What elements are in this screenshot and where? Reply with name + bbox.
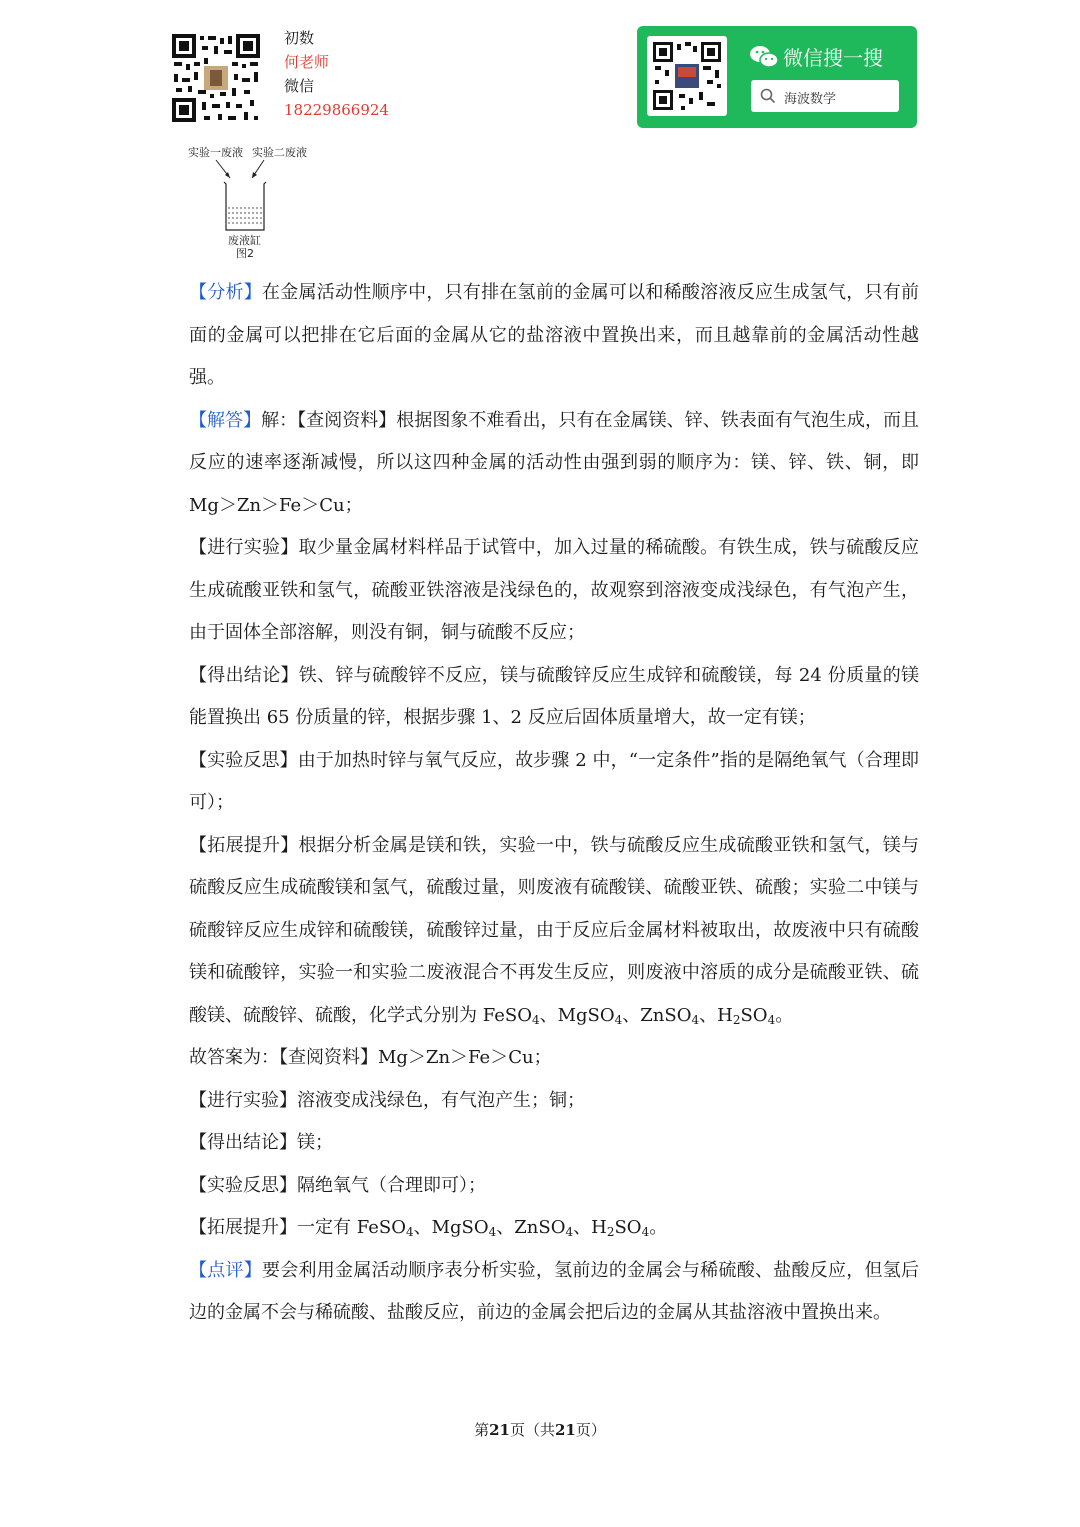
comment-paragraph <box>189 1250 919 1335</box>
contact-line-1: 初数 <box>284 29 315 47</box>
wechat-search-query: 海波数学 <box>784 92 837 107</box>
conclusion-paragraph: 【得出结论】铁、锌与硫酸锌不反应，镁与硫酸锌反应生成锌和硫酸镁，每 24 份质量的镁能置换出 65 份质量的锌，根据步骤 1、2 反应后固体质量增大，故一定有镁； <box>189 664 919 728</box>
answer-tag: 【解答】 <box>189 409 262 431</box>
beaker-diagram <box>186 158 316 238</box>
answer-text: 解：【查阅资料】根据图象不难看出，只有在金属镁、锌、铁表面有气泡生成，而且反应的速率逐渐减慢，所以这四种金属的活动性由强到弱的顺序为：镁、锌、铁、铜，即 Mg＞Zn＞Fe＞Cu； <box>189 409 920 516</box>
wechat-title-text: 微信搜一搜 <box>783 46 883 70</box>
wechat-search-banner[interactable] <box>637 26 917 128</box>
wechat-qr-code <box>647 36 727 116</box>
footer-suffix: 页） <box>575 1421 606 1439</box>
contact-teacher-name: 何老师 <box>284 53 330 71</box>
extension-paragraph: 【拓展提升】根据分析金属是镁和铁，实验一中，铁与硫酸反应生成硫酸亚铁和氢气，镁与硫酸反应生成硫酸镁和氢气，硫酸过量，则废液有硫酸镁、硫酸亚铁、硫酸；实验二中镁与硫酸锌反应生成锌和硫酸镁，硫酸锌过量，由于反应后金属材料被取出，故废液中只有硫酸镁和硫酸锌，实验一和实验二废液混合不再发生反应，则废液中溶质的成分是硫酸亚铁、硫酸镁、硫酸锌、硫酸，化学式分别为 FeSO$_4$、MgSO$_4$、ZnSO$_4$、$H_2SO_4$。 <box>189 834 919 1027</box>
final-answer-conclusion: 【得出结论】镁； <box>189 1132 333 1153</box>
experiment-paragraph: 【进行实验】取少量金属材料样品于试管中，加入过量的稀硫酸。有铁生成，铁与硫酸反应生成硫酸亚铁和氢气，硫酸亚铁溶液是浅绿色的，故观察到溶液变成浅绿色，有气泡产生，由于固体全部溶解，则没有铜，铜与硫酸不反应； <box>189 537 919 643</box>
reflection-paragraph: 【实验反思】由于加热时锌与氧气反应，故步骤 2 中，“一定条件”指的是隔绝氧气（合理即可）； <box>189 749 919 813</box>
figure-label-experiment-1: 实验一废液 <box>188 146 243 159</box>
answer-paragraph <box>189 400 919 528</box>
footer-page-number: 21 <box>489 1421 510 1439</box>
figure-waste-tank <box>186 144 316 264</box>
search-icon <box>760 88 776 104</box>
wechat-logo-icon <box>749 44 779 70</box>
figure-label-experiment-2: 实验二废液 <box>252 146 307 159</box>
final-answer-reflection: 【实验反思】隔绝氧气（合理即可）； <box>189 1174 486 1196</box>
figure-caption-tank: 废液缸 <box>228 234 261 247</box>
wechat-search-title <box>749 42 883 71</box>
figure-caption-number: 图2 <box>236 247 254 260</box>
comment-tag: 【点评】 <box>189 1259 263 1281</box>
final-answer-extension: 【拓展提升】一定有 FeSO$_4$、MgSO$_4$、ZnSO$_4$、$H_2SO_4$。 <box>189 1217 668 1239</box>
analysis-tag: 【分析】 <box>189 282 263 303</box>
footer-mid: 页（共 <box>509 1421 555 1439</box>
footer-prefix: 第 <box>474 1421 490 1439</box>
final-answer-experiment: 【进行实验】溶液变成浅绿色，有气泡产生；铜； <box>189 1089 585 1111</box>
comment-text: 要会利用金属活动顺序表分析实验，氢前边的金属会与稀硫酸、盐酸反应，但氢后边的金属不会与稀硫酸、盐酸反应，前边的金属会把后边的金属从其盐溶液中置换出来。 <box>189 1259 920 1323</box>
final-answer-extension-text: 【拓展提升】一定有 <box>189 1217 351 1238</box>
solution-content <box>189 272 919 1335</box>
contact-line-3: 微信 <box>284 77 315 95</box>
contact-info <box>284 26 389 122</box>
qr-code-image <box>170 32 262 124</box>
contact-phone: 18229866924 <box>284 101 389 119</box>
extension-text: 【拓展提升】根据分析金属是镁和铁，实验一中，铁与硫酸反应生成硫酸亚铁和氢气，镁与硫酸反应生成硫酸镁和氢气，硫酸过量，则废液有硫酸镁、硫酸亚铁、硫酸；实验二中镁与硫酸锌反应生成锌和硫酸镁，硫酸锌过量，由于反应后金属材料被取出，故废液中只有硫酸镁和硫酸锌，实验一和实验二废液混合不再发生反应，则废液中溶质的成分是硫酸亚铁、硫酸镁、硫酸锌、硫酸，化学式分别为 <box>189 834 919 1026</box>
page-footer <box>0 1419 1080 1440</box>
analysis-text: 在金属活动性顺序中，只有排在氢前的金属可以和稀酸溶液反应生成氢气，只有前面的金属可以把排在它后面的金属从它的盐溶液中置换出来，而且越靠前的金属活动性越强。 <box>189 282 920 388</box>
final-answer-intro: 故答案为：【查阅资料】Mg＞Zn＞Fe＞Cu； <box>189 1047 552 1068</box>
wechat-search-input[interactable] <box>751 80 899 112</box>
footer-total-pages: 21 <box>555 1421 576 1439</box>
analysis-paragraph <box>189 272 919 400</box>
